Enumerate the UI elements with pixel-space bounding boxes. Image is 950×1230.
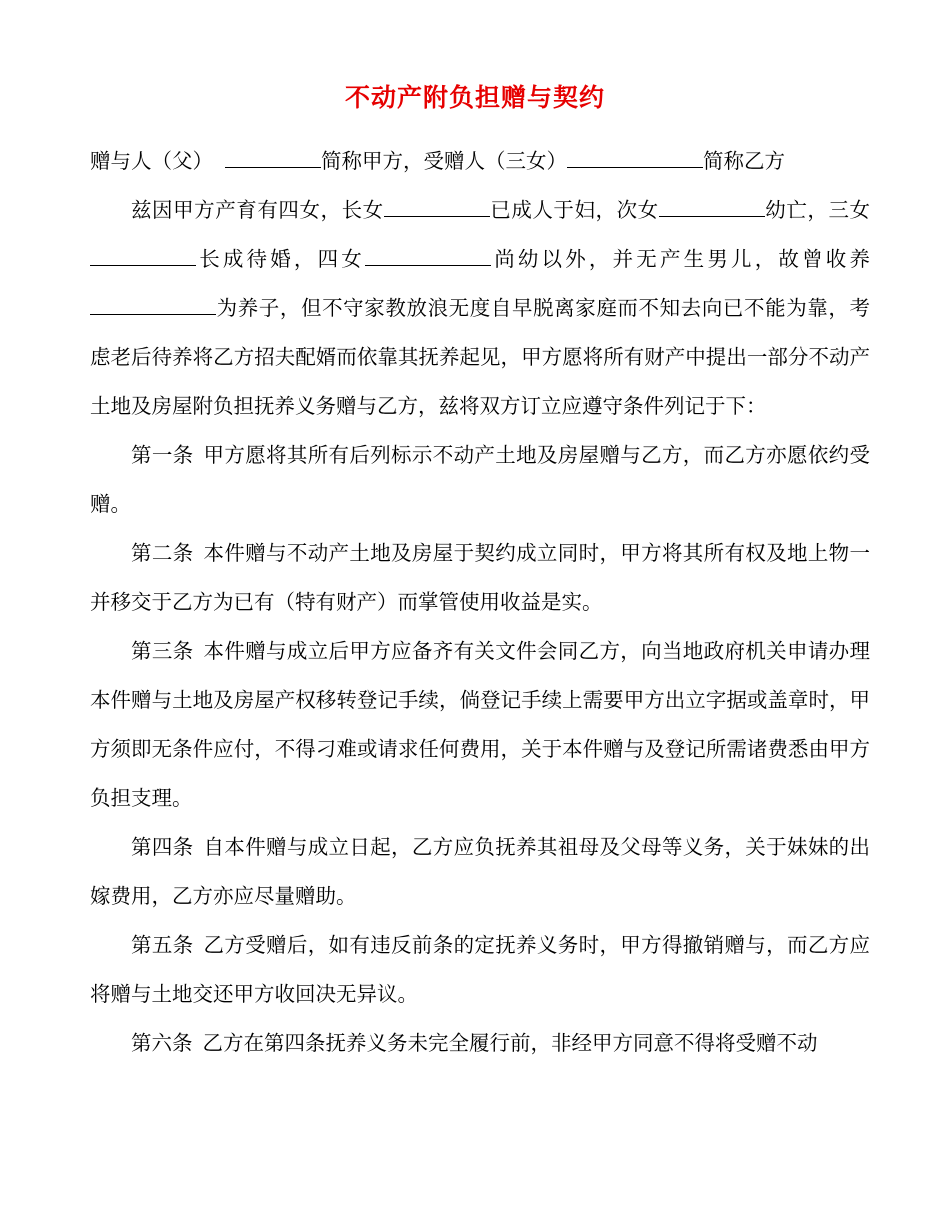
clause-text: 甲方愿将其所有后列标示不动产土地及房屋赠与乙方，而乙方亦愿依约受赠。 (90, 443, 870, 516)
clause-label: 第五条 (131, 933, 194, 957)
clause-1 (90, 431, 870, 529)
recital-text: 尚幼以外，并无产生男儿，故曾收养 (491, 247, 870, 271)
clause-label: 第六条 (131, 1031, 193, 1055)
recital-text: 幼亡，三女 (764, 198, 871, 222)
clause-text: 本件赠与成立后甲方应备齐有关文件会同乙方，向当地政府机关申请办理本件赠与土地及房屋产权移转登记手续，倘登记手续上需要甲方出立字据或盖章时，甲方须即无条件应付，不得刁难或请求任何费用，关于本件赠与及登记所需诸费悉由甲方负担支理。 (90, 639, 870, 810)
recital-text: 兹因甲方产育有四女，长女 (131, 198, 384, 222)
clause-text: 乙方受赠后，如有违反前条的定抚养义务时，甲方得撤销赠与，而乙方应将赠与土地交还甲方收回决无异议。 (90, 933, 870, 1006)
adopted-son-blank (90, 288, 216, 315)
donor-name-blank (225, 141, 321, 168)
clause-text: 本件赠与不动产土地及房屋于契约成立同时，甲方将其所有权及地上物一并移交于乙方为已有（特有财产）而掌管使用收益是实。 (90, 541, 870, 614)
clause-label: 第四条 (131, 835, 194, 859)
clause-6 (90, 1019, 870, 1068)
clause-4 (90, 823, 870, 921)
clause-text: 乙方在第四条抚养义务未完全履行前，非经甲方同意不得将受赠不动 (202, 1031, 818, 1055)
clause-label: 第二条 (131, 541, 194, 565)
clause-2 (90, 529, 870, 627)
document-title: 不动产附负担赠与契约 (344, 83, 605, 112)
recital-text: 已成人于妇，次女 (489, 198, 659, 222)
clause-label: 第三条 (131, 639, 194, 663)
parties-line (90, 137, 870, 186)
fourth-daughter-blank (365, 239, 491, 266)
recital-paragraph (90, 186, 870, 431)
donee-name-blank (567, 141, 703, 168)
clause-text: 自本件赠与成立日起，乙方应负抚养其祖母及父母等义务，关于妹妹的出嫁费用，乙方亦应尽量赠助。 (90, 835, 870, 908)
clause-3 (90, 627, 870, 823)
donor-label: 赠与人（父） (90, 149, 213, 173)
document-body (90, 137, 870, 1068)
recital-text: 为养子，但不守家教放浪无度自早脱离家庭而不知去向已不能为靠，考虑老后待养将乙方招夫配婿而依靠其抚养起见，甲方愿将所有财产中提出一部分不动产土地及房屋附负担抚养义务赠与乙方，兹将双方订立应遵守条件列记于下： (90, 296, 870, 418)
clause-5 (90, 921, 870, 1019)
clause-label: 第一条 (131, 443, 194, 467)
second-daughter-blank (659, 190, 765, 217)
eldest-daughter-blank (384, 190, 490, 217)
donor-suffix: 简称甲方，受赠人（三女） (321, 149, 567, 173)
recital-text: 长成待婚，四女 (196, 247, 365, 271)
third-daughter-blank (90, 239, 196, 266)
donee-suffix: 简称乙方 (703, 149, 785, 173)
